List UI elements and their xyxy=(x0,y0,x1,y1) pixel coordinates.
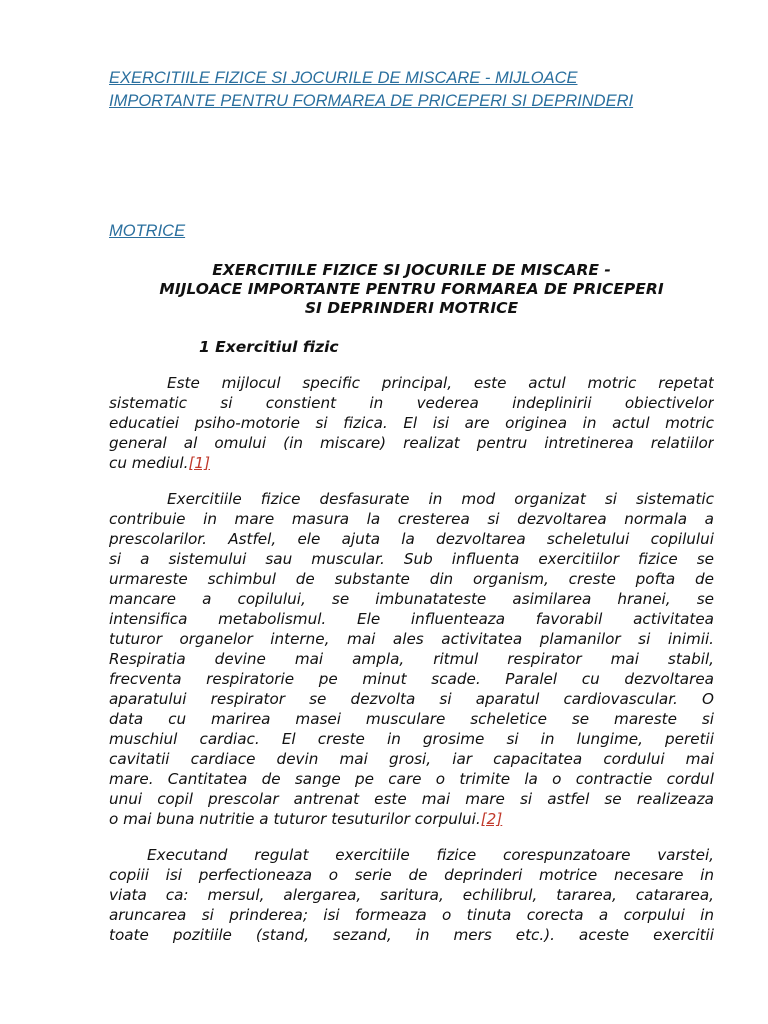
paragraph-line: aruncarea si prinderea; isi formeaza o tinuta corecta a corpului in xyxy=(109,906,714,924)
paragraph-line: tuturor organelor interne, mai ales activitatea plamanilor si inimii. xyxy=(109,630,714,648)
paragraph-line: muschiul cardiac. El creste in grosime si in lungime, peretii xyxy=(109,730,714,748)
title-link-line-1[interactable]: EXERCITIILE FIZICE SI JOCURILE DE MISCARE - MIJLOACE xyxy=(109,69,578,87)
paragraph-3 xyxy=(109,845,714,945)
paragraph-line: frecventa respiratorie pe minut scade. Paralel cu dezvoltarea xyxy=(109,670,714,688)
paragraph-text: cu mediul. xyxy=(109,454,189,472)
title-link-line-2[interactable]: IMPORTANTE PENTRU FORMAREA DE PRICEPERI SI DEPRINDERI xyxy=(109,92,634,110)
paragraph-line: general al omului (in miscare) realizat pentru intretinerea relatiilor xyxy=(109,434,714,452)
paragraph-line: data cu marirea masei musculare scheletice se mareste si xyxy=(109,710,714,728)
paragraph-line: Executand regulat exercitiile fizice corespunzatoare varstei, xyxy=(147,846,714,864)
paragraph-line: educatiei psiho-motorie si fizica. El isi are originea in actul motric xyxy=(109,414,714,432)
paragraph-line: Respiratia devine mai ampla, ritmul respirator mai stabil, xyxy=(109,650,714,668)
paragraph-line: mare. Cantitatea de sange pe care o trimite la o contractie cordul xyxy=(109,770,714,788)
paragraph-2 xyxy=(109,489,714,829)
paragraph-line: viata ca: mersul, alergarea, saritura, echilibrul, tararea, catararea, xyxy=(109,886,714,904)
footnote-ref-1[interactable]: [1] xyxy=(188,454,210,472)
paragraph-line: sistematic si constient in vederea indeplinirii obiectivelor xyxy=(109,394,714,412)
paragraph-1 xyxy=(109,373,714,473)
paragraph-line: contribuie in mare masura la cresterea si dezvoltarea normala a xyxy=(109,510,714,528)
paragraph-line: urmareste schimbul de substante din organism, creste pofta de xyxy=(109,570,714,588)
footnote-ref-2[interactable]: [2] xyxy=(480,810,503,828)
main-heading xyxy=(109,261,714,318)
paragraph-last-line xyxy=(109,453,714,473)
main-heading-line-1: EXERCITIILE FIZICE SI JOCURILE DE MISCARE - xyxy=(212,261,611,279)
paragraph-line: si a sistemului sau muscular. Sub influenta exercitiilor fizice se xyxy=(109,550,714,568)
paragraph-line: aparatului respirator se dezvolta si aparatul cardiovascular. O xyxy=(109,690,714,708)
paragraph-line: mancare a copilului, se imbunatateste asimilarea hranei, se xyxy=(109,590,714,608)
paragraph-line: Exercitiile fizice desfasurate in mod organizat si sistematic xyxy=(167,490,714,508)
title-link[interactable] xyxy=(109,67,709,113)
main-heading-line-3: SI DEPRINDERI MOTRICE xyxy=(304,299,519,317)
paragraph-text: o mai buna nutritie a tuturor tesuturilor corpului. xyxy=(109,810,481,828)
paragraph-line: intensifica metabolismul. Ele influenteaza favorabil activitatea xyxy=(109,610,714,628)
paragraph-line: cavitatii cardiace devin mai grosi, iar capacitatea cordului mai xyxy=(109,750,714,768)
paragraph-line: toate pozitiile (stand, sezand, in mers etc.). aceste exercitii xyxy=(109,926,714,944)
main-heading-line-2: MIJLOACE IMPORTANTE PENTRU FORMAREA DE PRICEPERI xyxy=(159,280,664,298)
paragraph-line: prescolarilor. Astfel, ele ajuta la dezvoltarea scheletului copilului xyxy=(109,530,714,548)
paragraph-last-line xyxy=(109,809,714,829)
section-title: 1 Exercitiul fizic xyxy=(199,338,339,356)
paragraph-line: Este mijlocul specific principal, este actul motric repetat xyxy=(167,374,714,392)
paragraph-line: copiii isi perfectioneaza o serie de deprinderi motrice necesare in xyxy=(109,866,714,884)
title-link-line-3[interactable]: MOTRICE xyxy=(109,222,186,240)
paragraph-line: unui copil prescolar antrenat este mai mare si astfel se realizeaza xyxy=(109,790,714,808)
